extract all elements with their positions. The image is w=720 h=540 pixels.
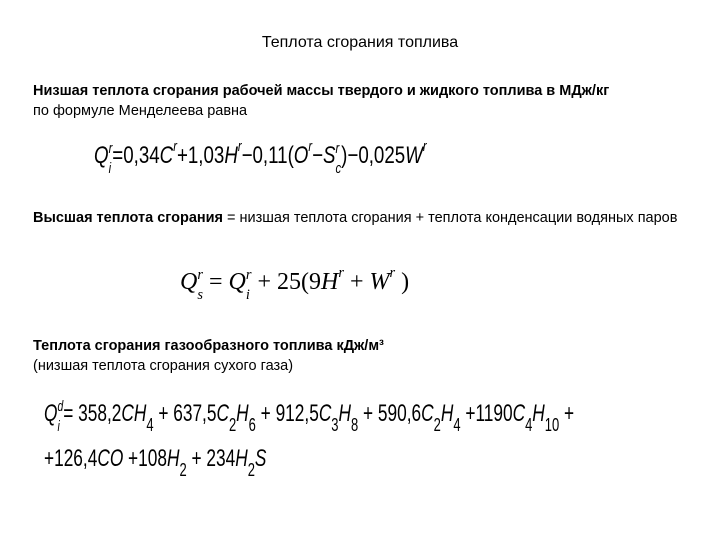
gas-formula-line1: Q d i = $358,2CH_4 + 637,5C_2H_6 + 912,5C_3H_8 + 590,6C_2H_4 +1190C_4H_{10}$ +: [44, 399, 575, 436]
section2-heading: Высшая теплота сгорания: [33, 210, 224, 226]
section-higher-heat: [33, 208, 693, 228]
higher-heat-formula: Q r s = Q r i + $25(9H^r + W^r$ ): [180, 265, 410, 304]
gas-formula-line2: $+126,4CO +108H_2 + 234H_2S$: [44, 445, 267, 480]
page-title: Теплота сгорания топлива: [261, 34, 459, 51]
section1-heading: Низшая теплота сгорания рабочей массы твердого и жидкого топлива в МДж/кг: [33, 83, 610, 99]
section1-text: по формуле Менделеева равна: [33, 103, 248, 119]
section3-text: (низшая теплота сгорания сухого газа): [33, 358, 294, 374]
section3-heading: Теплота сгорания газообразного топлива кДж/м³: [33, 338, 384, 354]
section-gaseous-fuel: [33, 336, 693, 376]
section-lower-heat-solid-liquid: [33, 81, 693, 121]
mendeleev-formula: Q r i $=0,34C^r+1,03H^r-0,11(O^r-S$ r c )$-0,025W^r$: [94, 139, 427, 178]
section2-text: = низшая теплота сгорания + теплота конденсации водяных паров: [223, 210, 678, 226]
